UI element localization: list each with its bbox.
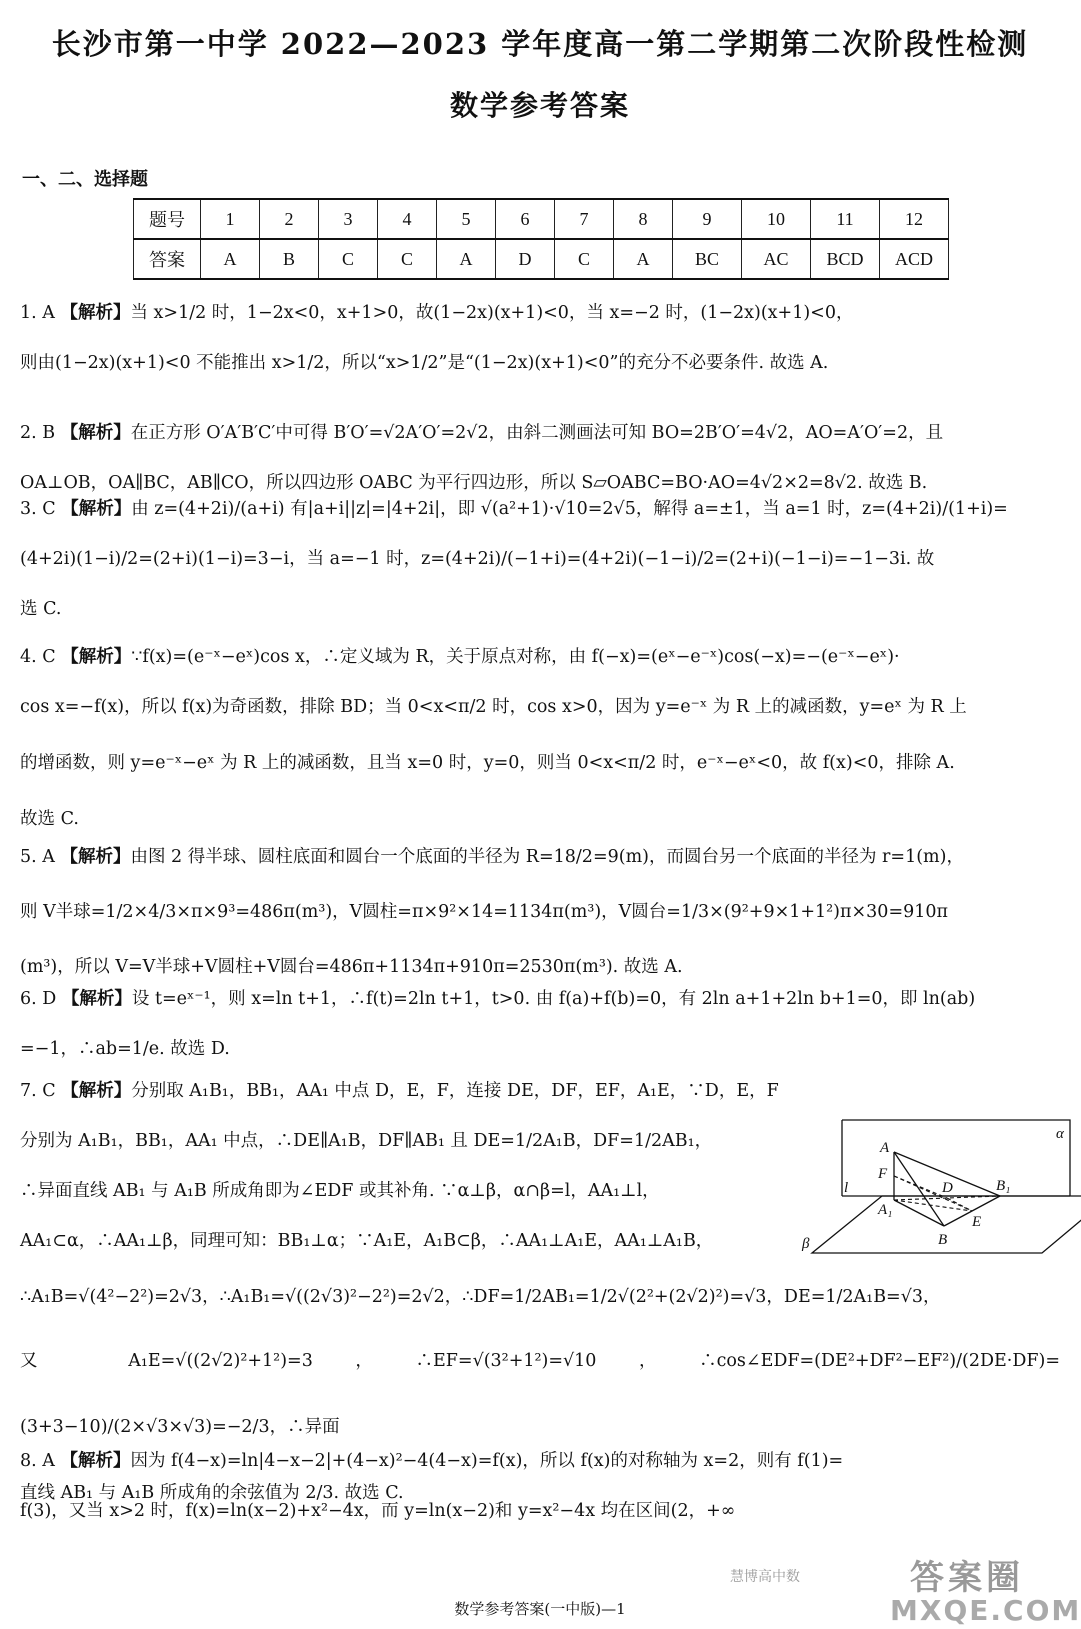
solution-4 [20,632,1060,844]
page-subtitle: 数学参考答案 [449,89,630,122]
solution-line: 因为 f(4−x)=ln|4−x−2|+(4−x)²−4(4−x)=f(x)，所以 f(x)的对称轴为 x=2，则有 f(1)= [130,1451,844,1471]
table-cell: C [555,239,614,279]
table-row-numbers [134,199,949,239]
table-cell: 9 [673,199,742,239]
label-F: F [878,1166,888,1182]
analysis-tag: 【解析】 [61,989,132,1009]
analysis-tag: 【解析】 [60,423,131,443]
analysis-tag: 【解析】 [60,1451,131,1471]
watermark [730,1550,1081,1629]
label-A: A [880,1140,890,1156]
page-footer: 数学参考答案(一中版)—1 [454,1600,626,1618]
table-cell: 2 [260,199,319,239]
solution-line: OA⊥OB，OA∥BC，AB∥CO，所以四边形 OABC 为平行四边形，所以 S▱OABC=BO·AO=4√2×2=8√2. 故选 B. [20,473,928,493]
table-cell: 4 [378,199,437,239]
table-cell: 5 [437,199,496,239]
label-B: B [938,1232,948,1248]
edge-A1B [894,1200,944,1226]
analysis-tag: 【解析】 [60,303,131,323]
table-cell: B [260,239,319,279]
watermark-logo-text: 答案圈 [910,1558,1024,1598]
label-B1: B₁ [996,1178,1011,1194]
table-cell: A [201,239,260,279]
table-cell: 8 [614,199,673,239]
watermark-domain: MXQE.COM [890,1594,1081,1627]
section-heading: 一、二、选择题 [22,169,148,190]
table-cell: BCD [811,239,880,279]
solution-line: AA₁⊂α，∴AA₁⊥β，同理可知：BB₁⊥α；∵A₁E，A₁B⊂β，∴AA₁⊥A₁E，AA₁⊥A₁B， [20,1231,714,1251]
table-cell: 11 [811,199,880,239]
row-label-answers: 答案 [134,239,201,279]
solution-line: 故选 C. [20,809,79,829]
solution-line: 的增函数，则 y=e⁻ˣ−eˣ 为 R 上的减函数，且当 x=0 时，y=0，则当 0<x<π/2 时，e⁻ˣ−eˣ<0，故 f(x)<0，排除 A. [20,753,955,773]
table-cell: AC [742,239,811,279]
plane-alpha-edge [842,1120,1070,1196]
label-beta: β [802,1236,810,1252]
solution-number: 5. A [20,847,55,867]
solution-number: 3. C [20,499,56,519]
solution-number: 6. D [20,989,57,1009]
table-row-answers [134,239,949,279]
solution-line: 分别为 A₁B₁，BB₁，AA₁ 中点，∴DE∥A₁B，DF∥AB₁ 且 DE=1/2A₁B，DF=1/2AB₁， [20,1131,713,1151]
table-cell: D [496,239,555,279]
table-cell: 7 [555,199,614,239]
solution-line: 当 x>1/2 时，1−2x<0，x+1>0，故(1−2x)(x+1)<0，当 x=−2 时，(1−2x)(x+1)<0， [130,303,854,323]
table-cell: 6 [496,199,555,239]
table-cell: ACD [880,239,949,279]
solution-line: 则 V半球=1/2×4/3×π×9³=486π(m³)，V圆柱=π×9²×14=1134π(m³)，V圆台=1/3×(9²+9×1+1²)π×30=910π [20,902,949,922]
label-E: E [972,1214,982,1230]
solution-line: 由 z=(4+2i)/(a+i) 有|a+i||z|=|4+2i|，即 √(a²+1)·√10=2√5，解得 a=±1，当 a=1 时，z=(4+2i)/(1+i)= [131,499,1008,519]
table-cell: A [437,239,496,279]
solution-6 [20,974,1060,1074]
solution-line: ∵f(x)=(e⁻ˣ−eˣ)cos x，∴定义域为 R，关于原点对称，由 f(−x)=(eˣ−e⁻ˣ)cos(−x)=−(e⁻ˣ−eˣ)· [131,647,900,667]
label-alpha: α [1056,1126,1064,1142]
solution-line: 直线 AB₁ 与 A₁B 所成角的余弦值为 2/3. 故选 C. [20,1483,404,1503]
label-l: l [844,1180,849,1196]
solution-number: 7. C [20,1081,56,1101]
solution-5 [20,832,1060,992]
edge-AB [894,1152,944,1226]
solution-line: 在正方形 O′A′B′C′中可得 B′O′=√2A′O′=2√2，由斜二测画法可知 BO=2B′O′=4√2，AO=A′O′=2，且 [130,423,944,443]
table-cell: BC [673,239,742,279]
analysis-tag: 【解析】 [60,847,131,867]
solution-line: (4+2i)(1−i)/2=(2+i)(1−i)=3−i，当 a=−1 时，z=(4+2i)/(−1+i)=(4+2i)(−1−i)/2=(2+i)(−1−i)=−1−3i. 故 [20,549,935,569]
solution-line: 则由(1−2x)(x+1)<0 不能推出 x>1/2，所以“x>1/2”是“(1−2x)(x+1)<0”的充分不必要条件. 故选 A. [20,353,829,373]
solution-8 [20,1436,1060,1536]
solution-line: 选 C. [20,599,62,619]
solution-line: 由图 2 得半球、圆柱底面和圆台一个底面的半径为 R=18/2=9(m)，而圆台另一个底面的半径为 r=1(m)， [130,847,964,867]
table-cell: 10 [742,199,811,239]
table-cell: C [319,239,378,279]
solution-line: cos x=−f(x)，所以 f(x)为奇函数，排除 BD；当 0<x<π/2 时，cos x>0，因为 y=e⁻ˣ 为 R 上的减函数，y=eˣ 为 R 上 [20,697,967,717]
solution-line: ∴异面直线 AB₁ 与 A₁B 所成角即为∠EDF 或其补角. ∵α⊥β，α∩β=l，AA₁⊥l， [20,1181,660,1201]
analysis-tag: 【解析】 [61,499,132,519]
solution-number: 4. C [20,647,56,667]
table-cell: A [614,239,673,279]
table-cell: 3 [319,199,378,239]
solution-3 [20,484,1060,634]
solution-number: 2. B [20,423,56,443]
solution-line: (m³)，所以 V=V半球+V圆柱+V圆台=486π+1134π+910π=2530π(m³). 故选 A. [20,957,683,977]
dihedral-figure [802,1118,1072,1268]
page-title: 长沙市第一中学 2022—2023 学年度高一第二学期第二次阶段性检测 [51,27,1029,61]
row-label-numbers: 题号 [134,199,201,239]
table-cell: C [378,239,437,279]
analysis-tag: 【解析】 [61,647,132,667]
solution-1 [20,288,1060,388]
wechat-watermark: 慧博高中数 [730,1569,800,1585]
solution-number: 8. A [20,1451,55,1471]
solution-line: 分别取 A₁B₁，BB₁，AA₁ 中点 D，E，F，连接 DE，DF，EF，A₁E，∵D，E，F [131,1081,779,1101]
answer-table [133,198,949,280]
solution-number: 1. A [20,303,55,323]
solution-line: ∴A₁B=√(4²−2²)=2√3，∴A₁B₁=√((2√3)²−2²)=2√2，∴DF=1/2AB₁=1/2√(2²+(2√2)²)=√3，DE=1/2A₁B=√3， [20,1287,941,1307]
table-cell: 12 [880,199,949,239]
solution-line: 又 A₁E=√((2√2)²+1²)=3，∴EF=√(3²+1²)=√10，∴cos∠EDF=(DE²+DF²−EF²)/(2DE·DF)=(3+3−10)/(2×√3×√3)=−2/3，∴异面 [20,1351,1060,1437]
table-cell: 1 [201,199,260,239]
solution-line: f(3)，又当 x>2 时，f(x)=ln(x−2)+x²−4x，而 y=ln(x−2)和 y=x²−4x 均在区间(2，+∞ [20,1501,736,1521]
solution-line: 设 t=eˣ⁻¹，则 x=ln t+1，∴f(t)=2ln t+1，t>0. 由 f(a)+f(b)=0，有 2ln a+1+2ln b+1=0，即 ln(ab) [131,989,976,1009]
solution-line: =−1，∴ab=1/e. 故选 D. [20,1039,230,1059]
label-A1: A₁ [878,1202,893,1218]
analysis-tag: 【解析】 [61,1081,132,1101]
label-D: D [942,1180,953,1196]
